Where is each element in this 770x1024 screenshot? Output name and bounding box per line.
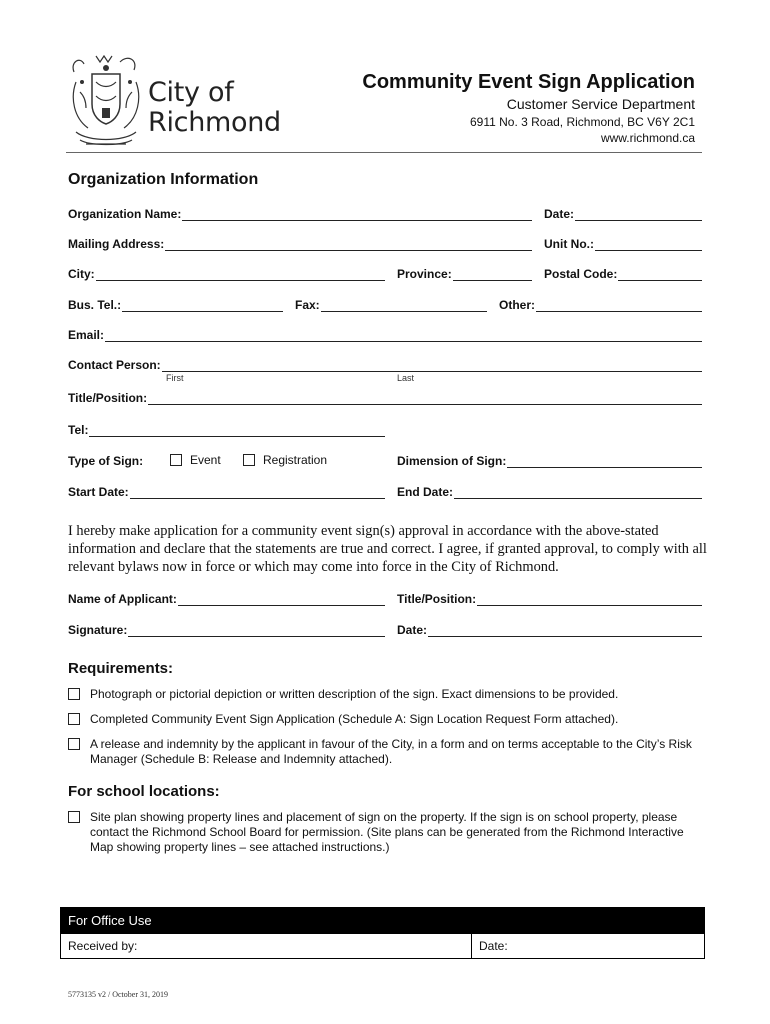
- logo-line-1: City of: [148, 77, 234, 108]
- requirement-item: [68, 687, 708, 702]
- type-of-sign-row: [68, 454, 158, 468]
- applicant-name-line[interactable]: [178, 594, 385, 606]
- signature-line[interactable]: [128, 625, 385, 637]
- applicant-title-line[interactable]: [477, 594, 702, 606]
- signature-field[interactable]: [68, 623, 385, 637]
- registration-option-label: Registration: [263, 453, 328, 467]
- applicant-name-label: Name of Applicant:: [68, 592, 177, 606]
- header-divider: [66, 152, 702, 153]
- title-position-label: Title/Position:: [68, 391, 148, 405]
- mailing-address-field[interactable]: [68, 237, 532, 251]
- school-requirement-checkbox[interactable]: [68, 811, 80, 823]
- tel-label: Tel:: [68, 423, 89, 437]
- end-date-field[interactable]: [397, 485, 702, 499]
- coat-of-arms-icon: [66, 52, 146, 152]
- office-date[interactable]: Date:: [479, 939, 508, 953]
- postal-code-label: Postal Code:: [544, 267, 618, 281]
- requirement-item: [68, 712, 708, 727]
- province-label: Province:: [397, 267, 452, 281]
- declaration-text: I hereby make application for a community event sign(s) approval in accordance with the above-stated information and declare that the statements are true and correct. I agree, if granted approval, to comply with all relevant bylaws now in force or which may come into force in the City of Richmond.: [68, 523, 707, 575]
- unit-label: Unit No.:: [544, 237, 594, 251]
- start-date-line[interactable]: [130, 487, 385, 499]
- bus-tel-label: Bus. Tel.:: [68, 298, 122, 312]
- office-received-by[interactable]: Received by:: [61, 934, 472, 959]
- applicant-title-field[interactable]: [397, 592, 702, 606]
- fax-field[interactable]: [295, 298, 487, 312]
- registration-option[interactable]: [243, 453, 327, 467]
- type-of-sign-label: Type of Sign:: [68, 454, 144, 468]
- bus-tel-line[interactable]: [122, 300, 283, 312]
- org-name-field[interactable]: [68, 207, 532, 221]
- other-label: Other:: [499, 298, 535, 312]
- registration-checkbox[interactable]: [243, 454, 255, 466]
- contact-person-line[interactable]: [162, 360, 702, 372]
- postal-code-field[interactable]: [544, 267, 702, 281]
- section-organization-heading: Organization Information: [68, 171, 259, 188]
- section-school-heading: For school locations:: [68, 783, 220, 800]
- unit-field[interactable]: [544, 237, 702, 251]
- applicant-date-field[interactable]: [397, 623, 702, 637]
- event-checkbox[interactable]: [170, 454, 182, 466]
- requirement-text: Completed Community Event Sign Application (Schedule A: Sign Location Request Form attached).: [90, 712, 619, 726]
- school-requirement-item: [68, 810, 708, 855]
- department-name: Customer Service Department: [506, 96, 695, 112]
- document-footer: 5773135 v2 / October 31, 2019: [68, 990, 168, 999]
- email-line[interactable]: [105, 330, 702, 342]
- title-position-field[interactable]: [68, 391, 702, 405]
- bus-tel-field[interactable]: [68, 298, 283, 312]
- dimension-field[interactable]: [397, 454, 702, 468]
- fax-label: Fax:: [295, 298, 320, 312]
- contact-last-caption: Last: [397, 373, 415, 383]
- date-line[interactable]: [575, 209, 702, 221]
- email-label: Email:: [68, 328, 105, 342]
- requirement-checkbox[interactable]: [68, 738, 80, 750]
- other-line[interactable]: [536, 300, 702, 312]
- start-date-field[interactable]: [68, 485, 385, 499]
- section-requirements-heading: Requirements:: [68, 660, 174, 677]
- department-address: 6911 No. 3 Road, Richmond, BC V6Y 2C1: [469, 115, 695, 129]
- contact-person-label: Contact Person:: [68, 358, 161, 372]
- department-website[interactable]: www.richmond.ca: [600, 131, 695, 145]
- office-use-heading: For Office Use: [61, 908, 704, 934]
- requirement-checkbox[interactable]: [68, 713, 80, 725]
- city-line[interactable]: [96, 269, 385, 281]
- end-date-line[interactable]: [454, 487, 702, 499]
- province-line[interactable]: [453, 269, 532, 281]
- email-field[interactable]: [68, 328, 702, 342]
- mailing-address-line[interactable]: [165, 239, 532, 251]
- logo-line-2: Richmond: [148, 107, 281, 138]
- org-name-label: Organization Name:: [68, 207, 182, 221]
- tel-field[interactable]: [68, 423, 385, 437]
- fax-line[interactable]: [321, 300, 487, 312]
- requirement-checkbox[interactable]: [68, 688, 80, 700]
- applicant-title-label: Title/Position:: [397, 592, 477, 606]
- end-date-label: End Date:: [397, 485, 454, 499]
- org-name-line[interactable]: [182, 209, 532, 221]
- other-field[interactable]: [499, 298, 702, 312]
- event-option-label: Event: [190, 453, 221, 467]
- form-header: [362, 70, 695, 146]
- city-logo: [66, 52, 281, 152]
- title-position-line[interactable]: [148, 393, 702, 405]
- applicant-date-label: Date:: [397, 623, 428, 637]
- contact-person-field[interactable]: [68, 358, 702, 372]
- unit-line[interactable]: [595, 239, 702, 251]
- school-requirement-text: Site plan showing property lines and placement of sign on the property. If the sign is on school property, please contact the Richmond School Board for permission. (Site plans can be generated from the Richmond Interactive Map showing property lines – see attached instructions.): [90, 810, 684, 854]
- signature-label: Signature:: [68, 623, 128, 637]
- office-use-box: [60, 907, 705, 959]
- city-label: City:: [68, 267, 95, 281]
- date-field[interactable]: [544, 207, 702, 221]
- date-label: Date:: [544, 207, 575, 221]
- city-field[interactable]: [68, 267, 385, 281]
- event-option[interactable]: [170, 453, 221, 467]
- mailing-address-label: Mailing Address:: [68, 237, 165, 251]
- tel-line[interactable]: [89, 425, 385, 437]
- form-title: Community Event Sign Application: [362, 71, 695, 93]
- dimension-line[interactable]: [507, 456, 702, 468]
- applicant-name-field[interactable]: [68, 592, 385, 606]
- start-date-label: Start Date:: [68, 485, 129, 499]
- applicant-date-line[interactable]: [428, 625, 702, 637]
- requirement-item: [68, 737, 708, 767]
- postal-code-line[interactable]: [618, 269, 702, 281]
- province-field[interactable]: [397, 267, 532, 281]
- requirement-text: Photograph or pictorial depiction or written description of the sign. Exact dimensions to be provided.: [90, 687, 619, 701]
- contact-first-caption: First: [166, 373, 184, 383]
- requirement-text: A release and indemnity by the applicant in favour of the City, in a form and on terms acceptable to the City’s Risk Manager (Schedule B: Release and Indemnity attached).: [90, 737, 692, 766]
- dimension-label: Dimension of Sign:: [397, 454, 507, 468]
